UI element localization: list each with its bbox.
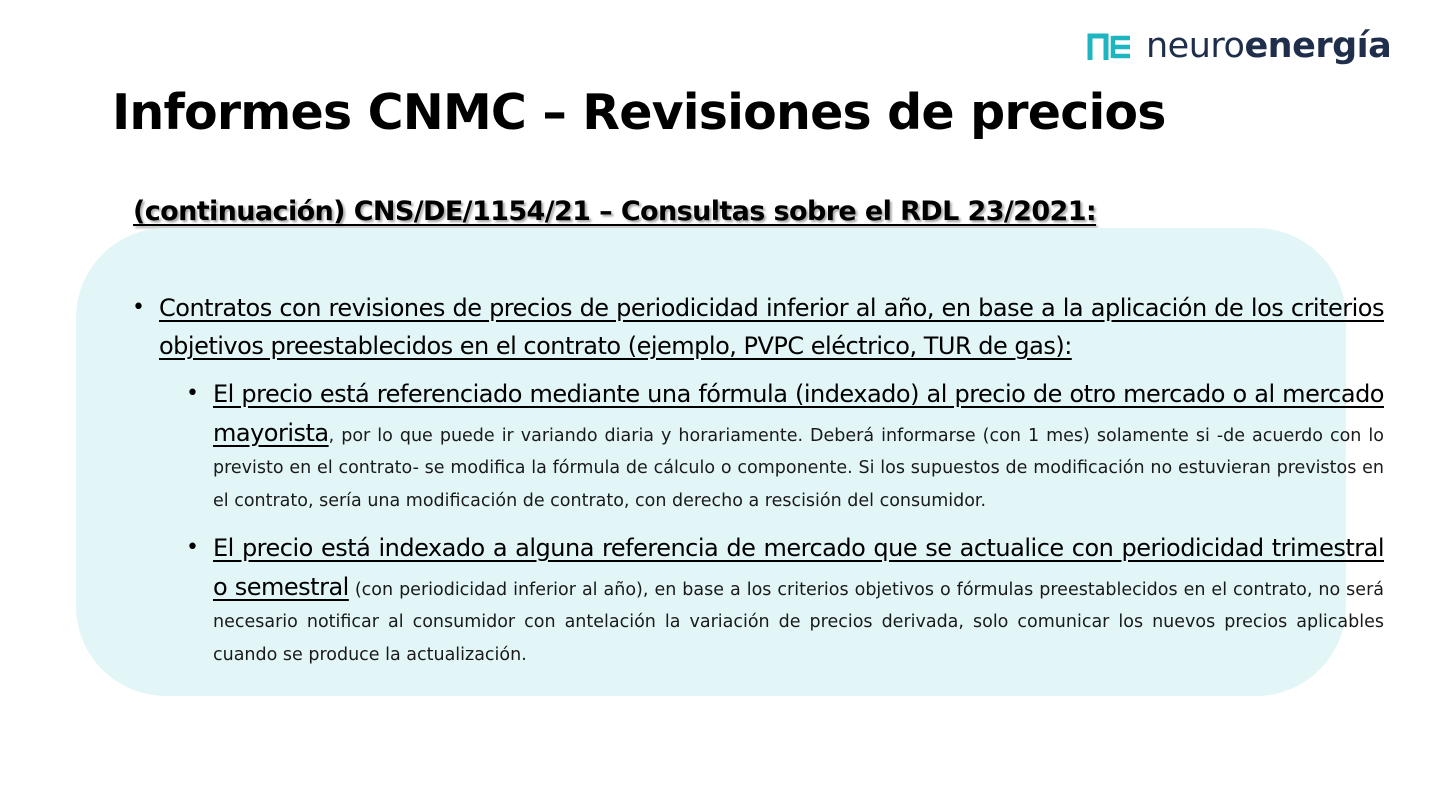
sub-bullet-lead: El precio está indexado a alguna referencia de mercado que se actualice con periodicidad trimestral o semestral bbox=[213, 534, 1384, 601]
sub-bullet-text bbox=[213, 375, 1384, 517]
slide-subtitle: (continuación) CNS/DE/1154/21 – Consultas sobre el RDL 23/2021: bbox=[133, 196, 1097, 227]
sub-bullet-rest: , por lo que puede ir variando diaria y horariamente. Deberá informarse (con 1 mes) solamente si -de acuerdo con lo previsto en el contrato- se modifica la fórmula de cálculo o componente. Si los supuestos de modificación no estuvieran previstos en el contrato, sería una modificación de contrato, con derecho a rescisión del consumidor. bbox=[213, 425, 1384, 511]
bullet-dot-icon: • bbox=[186, 535, 199, 560]
brand-name bbox=[1146, 25, 1392, 66]
bullet-dot-icon: • bbox=[132, 295, 145, 320]
bullet-dot-icon: • bbox=[186, 381, 199, 406]
sub-bullet-quarterly-reference bbox=[186, 529, 1384, 671]
sub-bullet-rest: (con periodicidad inferior al año), en base a los criterios objetivos o fórmulas preestablecidos en el contrato, no será necesario notificar al consumidor con antelación la variación de precios derivada, solo comunicar los nuevos precios aplicables cuando se produce la actualización. bbox=[213, 579, 1384, 665]
sub-bullet-lead: El precio está referenciado mediante una fórmula (indexado) al precio de otro mercado o al mercado mayorista bbox=[213, 380, 1384, 447]
sub-bullet-indexed-formula bbox=[186, 375, 1384, 517]
slide-title: Informes CNMC – Revisiones de precios bbox=[112, 84, 1166, 141]
brand-name-light: neuro bbox=[1146, 25, 1245, 66]
bullet-text: Contratos con revisiones de precios de periodicidad inferior al año, en base a la aplicación de los criterios objetivos preestablecidos en el contrato (ejemplo, PVPC eléctrico, TUR de gas): bbox=[159, 294, 1384, 360]
sub-bullet-text bbox=[213, 529, 1384, 671]
bullet-list bbox=[132, 289, 1384, 671]
brand-logo bbox=[1086, 24, 1416, 68]
ne-logo-icon bbox=[1086, 26, 1134, 66]
bullet-contracts bbox=[132, 289, 1384, 365]
brand-name-bold: energía bbox=[1244, 25, 1392, 66]
